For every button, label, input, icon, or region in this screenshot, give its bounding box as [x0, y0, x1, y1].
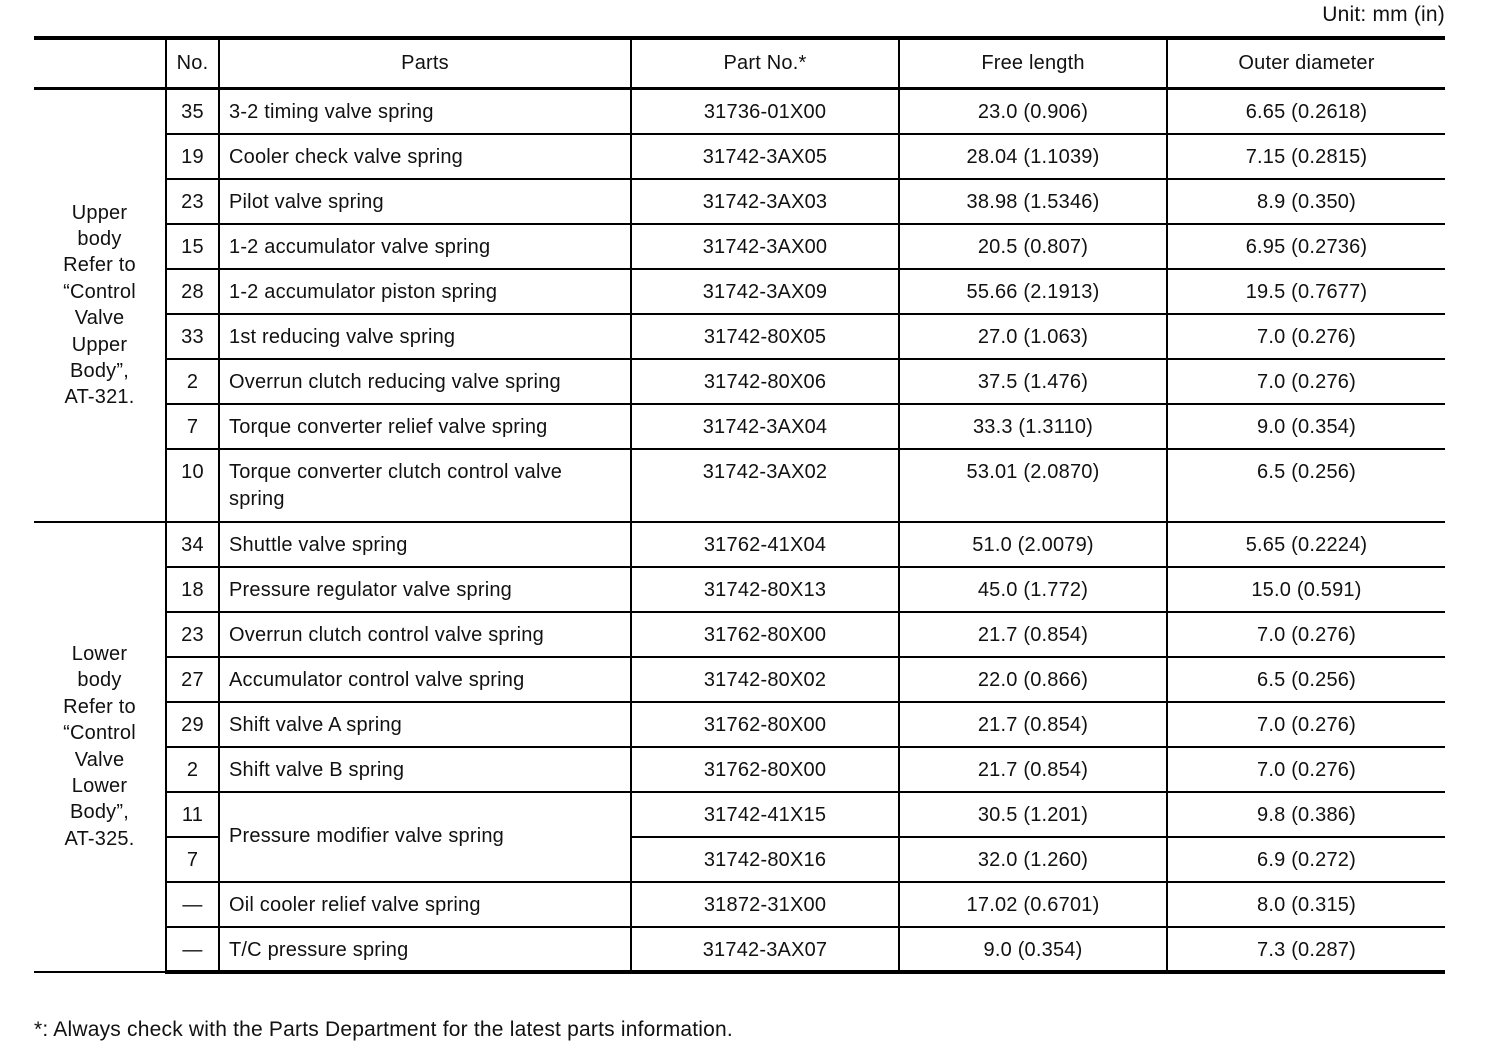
header-free-length: Free length [899, 38, 1167, 89]
table-row [34, 359, 1445, 404]
table-row [34, 702, 1445, 747]
row-part: Accumulator control valve spring [219, 657, 631, 702]
row-outer-diameter: 9.0 (0.354) [1167, 404, 1445, 449]
table-row [34, 134, 1445, 179]
table-row [34, 747, 1445, 792]
header-no: No. [166, 38, 219, 89]
row-part-number: 31742-3AX00 [631, 224, 899, 269]
row-free-length: 55.66 (2.1913) [899, 269, 1167, 314]
row-part: 1-2 accumulator piston spring [219, 269, 631, 314]
row-no: 35 [166, 89, 219, 134]
row-outer-diameter: 6.9 (0.272) [1167, 837, 1445, 882]
row-part: Overrun clutch control valve spring [219, 612, 631, 657]
row-part: Pilot valve spring [219, 179, 631, 224]
group-label-line: Refer to [63, 695, 136, 718]
row-part-number: 31742-3AX03 [631, 179, 899, 224]
row-outer-diameter: 6.5 (0.256) [1167, 449, 1445, 522]
row-part-number: 31742-41X15 [631, 792, 899, 837]
group-label-line: Body”, [69, 360, 129, 383]
row-part-number: 31762-80X00 [631, 747, 899, 792]
table-row [34, 404, 1445, 449]
unit-label: Unit: mm (in) [1322, 3, 1445, 26]
table-row [34, 567, 1445, 612]
row-outer-diameter: 7.0 (0.276) [1167, 612, 1445, 657]
row-free-length: 51.0 (2.0079) [899, 522, 1167, 567]
row-no: 33 [166, 314, 219, 359]
header-row [34, 38, 1445, 89]
row-no: 18 [166, 567, 219, 612]
row-part-number: 31736-01X00 [631, 89, 899, 134]
row-free-length: 37.5 (1.476) [899, 359, 1167, 404]
row-part: Overrun clutch reducing valve spring [219, 359, 631, 404]
row-no: 2 [166, 359, 219, 404]
row-outer-diameter: 6.5 (0.256) [1167, 657, 1445, 702]
row-no: 2 [166, 747, 219, 792]
group-label-line: body [77, 228, 122, 251]
table-row [34, 612, 1445, 657]
row-free-length: 21.7 (0.854) [899, 702, 1167, 747]
row-part-number: 31742-80X13 [631, 567, 899, 612]
row-outer-diameter: 9.8 (0.386) [1167, 792, 1445, 837]
row-part-number: 31872-31X00 [631, 882, 899, 927]
row-free-length: 33.3 (1.3110) [899, 404, 1167, 449]
row-outer-diameter: 7.15 (0.2815) [1167, 134, 1445, 179]
row-no: 7 [166, 404, 219, 449]
table-row [34, 269, 1445, 314]
row-no: 15 [166, 224, 219, 269]
row-free-length: 32.0 (1.260) [899, 837, 1167, 882]
row-no: 10 [166, 449, 219, 522]
row-free-length: 23.0 (0.906) [899, 89, 1167, 134]
row-part: 3-2 timing valve spring [219, 89, 631, 134]
row-free-length: 53.01 (2.0870) [899, 449, 1167, 522]
row-outer-diameter: 7.0 (0.276) [1167, 702, 1445, 747]
group-label-line: Lower [71, 774, 128, 797]
table-row [34, 792, 1445, 837]
row-no: 23 [166, 179, 219, 224]
row-outer-diameter: 19.5 (0.7677) [1167, 269, 1445, 314]
row-part-number: 31742-80X16 [631, 837, 899, 882]
group-label-line: body [77, 669, 122, 692]
row-part-number: 31742-80X06 [631, 359, 899, 404]
header-parts: Parts [219, 38, 631, 89]
row-part: Shuttle valve spring [219, 522, 631, 567]
row-part-number: 31742-80X02 [631, 657, 899, 702]
lower-group-label [34, 522, 166, 972]
table-header [34, 38, 1445, 89]
row-free-length: 27.0 (1.063) [899, 314, 1167, 359]
group-label-line: AT-321. [64, 386, 135, 409]
group-label-line: “Control [63, 280, 136, 303]
group-label-line: Valve [74, 307, 125, 330]
row-free-length: 28.04 (1.1039) [899, 134, 1167, 179]
row-part-number: 31762-80X00 [631, 612, 899, 657]
group-label-line: “Control [63, 722, 136, 745]
row-outer-diameter: 8.0 (0.315) [1167, 882, 1445, 927]
row-outer-diameter: 7.0 (0.276) [1167, 359, 1445, 404]
row-no: 19 [166, 134, 219, 179]
row-outer-diameter: 6.95 (0.2736) [1167, 224, 1445, 269]
row-free-length: 21.7 (0.854) [899, 747, 1167, 792]
row-free-length: 30.5 (1.201) [899, 792, 1167, 837]
table-row [34, 179, 1445, 224]
table-row [34, 882, 1445, 927]
row-outer-diameter: 7.0 (0.276) [1167, 747, 1445, 792]
row-outer-diameter: 7.0 (0.276) [1167, 314, 1445, 359]
row-part: T/C pressure spring [219, 927, 631, 972]
row-free-length: 20.5 (0.807) [899, 224, 1167, 269]
row-part: Shift valve B spring [219, 747, 631, 792]
footnote: *: Always check with the Parts Department for the latest parts information. [34, 1018, 733, 1041]
table-row [34, 522, 1445, 567]
row-free-length: 21.7 (0.854) [899, 612, 1167, 657]
table-row [34, 224, 1445, 269]
group-label-line: Upper [71, 201, 128, 224]
row-free-length: 38.98 (1.5346) [899, 179, 1167, 224]
group-label-line: Refer to [63, 254, 136, 277]
row-part: Cooler check valve spring [219, 134, 631, 179]
upper-group-label [34, 89, 166, 522]
table-row [34, 314, 1445, 359]
row-no: 29 [166, 702, 219, 747]
spring-spec-table [34, 36, 1445, 974]
row-no: 34 [166, 522, 219, 567]
row-no: 23 [166, 612, 219, 657]
row-no: — [166, 882, 219, 927]
row-part-number: 31762-41X04 [631, 522, 899, 567]
row-part-number: 31742-3AX05 [631, 134, 899, 179]
row-part: 1-2 accumulator valve spring [219, 224, 631, 269]
row-free-length: 9.0 (0.354) [899, 927, 1167, 972]
row-part-number: 31742-3AX07 [631, 927, 899, 972]
header-outer-diameter: Outer diameter [1167, 38, 1445, 89]
row-free-length: 22.0 (0.866) [899, 657, 1167, 702]
row-part: Torque converter clutch control valve spring [219, 449, 631, 522]
row-free-length: 17.02 (0.6701) [899, 882, 1167, 927]
row-outer-diameter: 6.65 (0.2618) [1167, 89, 1445, 134]
table-row [34, 89, 1445, 134]
group-label-line: Upper [71, 333, 128, 356]
row-part: Shift valve A spring [219, 702, 631, 747]
row-no: — [166, 927, 219, 972]
row-part-number: 31742-3AX09 [631, 269, 899, 314]
row-part-number: 31742-3AX04 [631, 404, 899, 449]
group-label-line: Valve [74, 748, 125, 771]
table-row [34, 927, 1445, 972]
group-label-line: AT-325. [64, 827, 135, 850]
group-label-line: Body”, [69, 801, 129, 824]
row-part: 1st reducing valve spring [219, 314, 631, 359]
row-part: Oil cooler relief valve spring [219, 882, 631, 927]
table-row [34, 657, 1445, 702]
row-no: 27 [166, 657, 219, 702]
row-part: Pressure modifier valve spring [219, 792, 631, 882]
row-part: Pressure regulator valve spring [219, 567, 631, 612]
header-part-no: Part No.* [631, 38, 899, 89]
row-part: Torque converter relief valve spring [219, 404, 631, 449]
group-label-line: Lower [71, 642, 128, 665]
table-row [34, 449, 1445, 522]
table-body [34, 89, 1445, 972]
header-group [34, 38, 166, 89]
row-free-length: 45.0 (1.772) [899, 567, 1167, 612]
row-no: 28 [166, 269, 219, 314]
row-no: 11 [166, 792, 219, 837]
row-outer-diameter: 15.0 (0.591) [1167, 567, 1445, 612]
row-part-number: 31762-80X00 [631, 702, 899, 747]
row-outer-diameter: 7.3 (0.287) [1167, 927, 1445, 972]
row-part-number: 31742-80X05 [631, 314, 899, 359]
row-part-number: 31742-3AX02 [631, 449, 899, 522]
row-no: 7 [166, 837, 219, 882]
row-outer-diameter: 5.65 (0.2224) [1167, 522, 1445, 567]
row-outer-diameter: 8.9 (0.350) [1167, 179, 1445, 224]
